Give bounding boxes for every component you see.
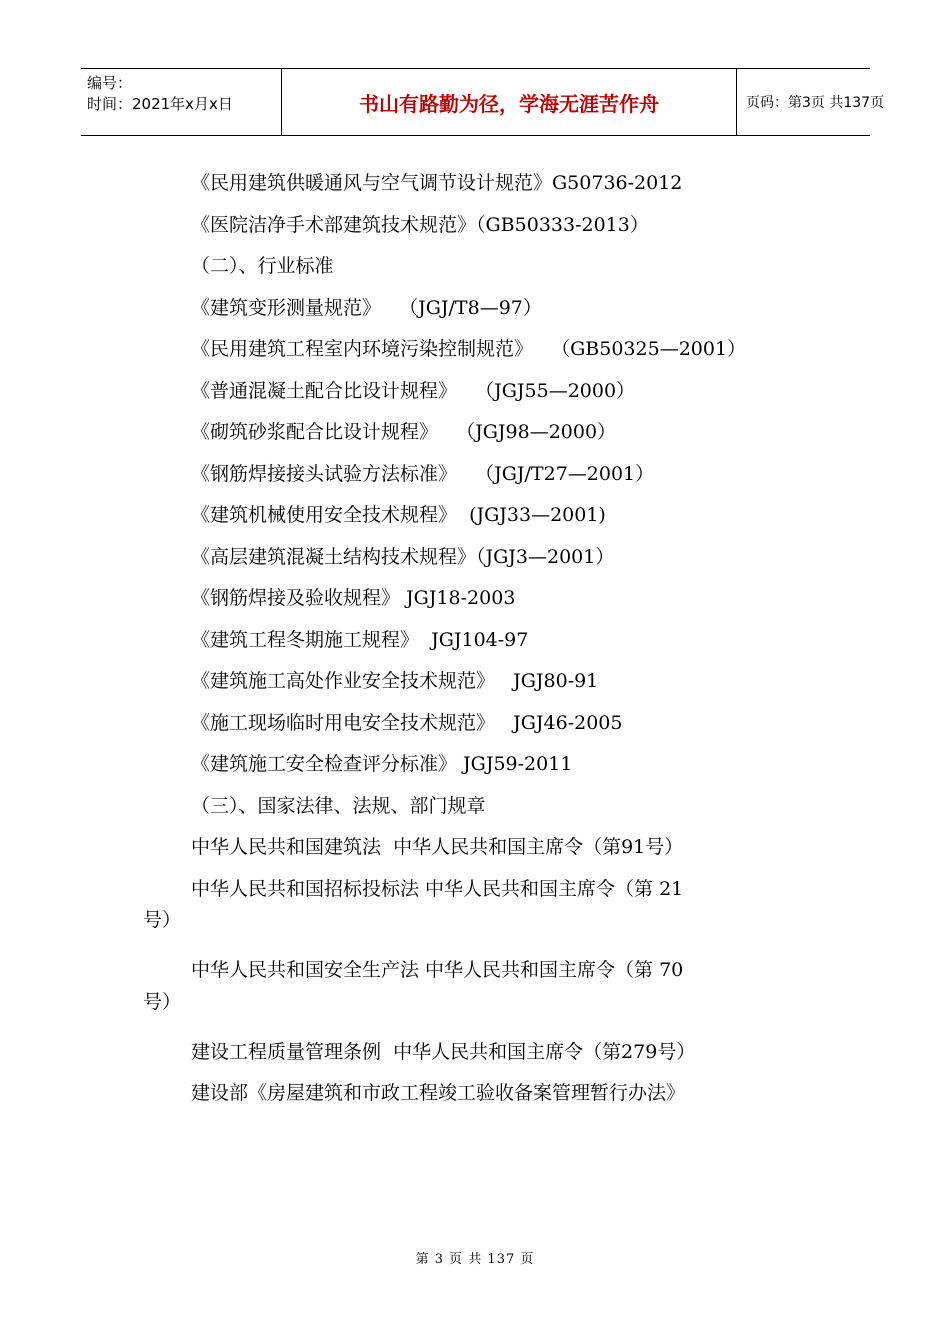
header-meta (81, 69, 282, 135)
text-line: 《钢筋焊接接头试验方法标准》 （JGJ/T27—2001） (191, 462, 655, 485)
text-line: 《民用建筑供暖通风与空气调节设计规范》G50736-2012 (191, 172, 683, 194)
section-heading: （三）、国家法律、法规、部门规章 (191, 794, 486, 817)
page-header (81, 68, 885, 136)
header-motto: 书山有路勤为径，学海无涯苦作舟 (282, 69, 737, 135)
text-line-continued: 号） (143, 990, 182, 1013)
text-line: 《钢筋焊接及验收规程》 JGJ18-2003 (191, 587, 516, 609)
header-page-info: 页码：第3页 共137页 (746, 95, 885, 111)
text-line: 《普通混凝土配合比设计规程》 （JGJ55—2000） (191, 379, 636, 402)
text-line: 《建筑变形测量规范》 （JGJ/T8—97） (191, 296, 542, 319)
text-line: 《高层建筑混凝土结构技术规程》（JGJ3—2001） (191, 545, 615, 568)
text-line: 《建筑施工高处作业安全技术规范》 JGJ80-91 (191, 670, 599, 692)
text-line: 中华人民共和国建筑法 中华人民共和国主席令（第91号） (191, 836, 684, 858)
wrapped-paragraph (143, 950, 813, 1017)
text-line: 《建筑工程冬期施工规程》 JGJ104-97 (191, 628, 529, 651)
text-line-continued: 号） (143, 909, 182, 931)
section-heading: （二）、行业标准 (191, 255, 334, 277)
time-label: 时间：2021年x月x日 (87, 95, 233, 113)
text-line: 《医院洁净手术部建筑技术规范》（GB50333-2013） (191, 213, 649, 236)
text-line: 《建筑机械使用安全技术规程》 (JGJ33—2001) (191, 504, 606, 526)
text-line: 建设部《房屋建筑和市政工程竣工验收备案管理暂行办法》 (191, 1082, 686, 1104)
text-line: 《砌筑砂浆配合比设计规程》 （JGJ98—2000） (191, 421, 617, 443)
text-line: 中华人民共和国安全生产法 中华人民共和国主席令（第 70 (191, 959, 684, 981)
text-line: 《施工现场临时用电安全技术规范》 JGJ46-2005 (191, 711, 623, 734)
text-line: 《民用建筑工程室内环境污染控制规范》 （GB50325—2001） (191, 338, 747, 360)
text-line: 中华人民共和国招标投标法 中华人民共和国主席令（第 21 (191, 877, 684, 900)
text-line: 建设工程质量管理条例 中华人民共和国主席令（第279号） (191, 1040, 696, 1063)
wrapped-paragraph (143, 869, 813, 936)
text-line: 《建筑施工安全检查评分标准》 JGJ59-2011 (191, 753, 573, 775)
page-footer: 第 3 页 共 137 页 (415, 1252, 535, 1267)
number-label: 编号： (87, 74, 133, 92)
document-body (143, 163, 813, 1115)
